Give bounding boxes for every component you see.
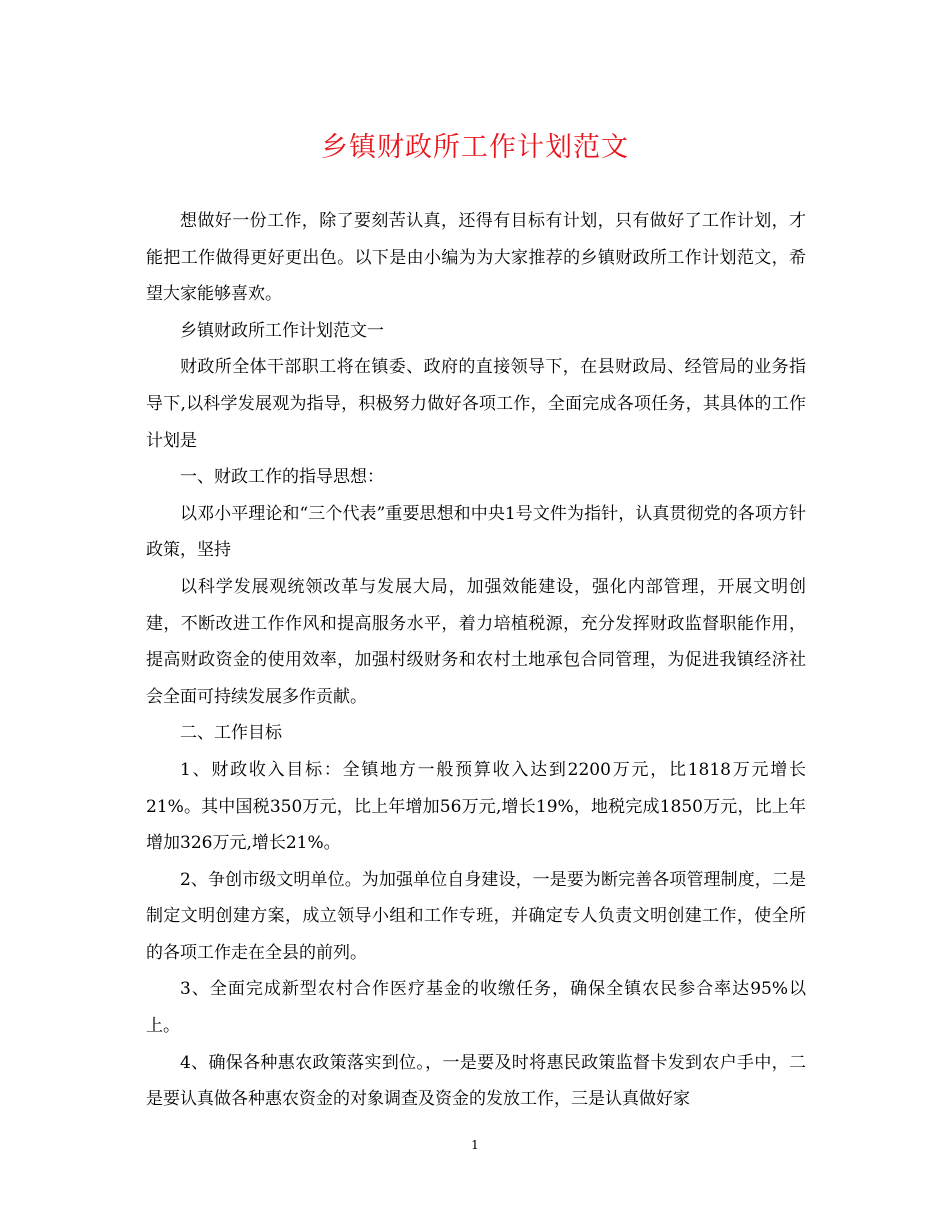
- paragraph-intro: 想做好一份工作，除了要刻苦认真，还得有目标有计划，只有做好了工作计划，才能把工作做得更好更出色。以下是由小编为为大家推荐的乡镇财政所工作计划范文，希望大家能够喜欢。: [146, 211, 806, 305]
- paragraph-goal-3: 3、全面完成新型农村合作医疗基金的收缴任务，确保全镇农民参合率达95%以上。: [146, 979, 806, 1037]
- page-number: 1: [471, 1138, 479, 1152]
- paragraph-goal-2: 2、争创市级文明单位。为加强单位自身建设，一是要为断完善各项管理制度，二是制定文明创建方案，成立领导小组和工作专班，并确定专人负责文明创建工作，使全所的各项工作走在全县的前列。: [146, 869, 806, 963]
- paragraph-guiding-2: 以科学发展观统领改革与发展大局，加强效能建设，强化内部管理，开展文明创建，不断改进工作作风和提高服务水平，着力培植税源，充分发挥财政监督职能作用，提高财政资金的使用效率，加强村级财务和农村土地承包合同管理，为促进我镇经济社会全面可持续发展多作贡献。: [146, 576, 806, 707]
- paragraph-goal-1: 1、财政收入目标：全镇地方一般预算收入达到2200万元，比1818万元增长21%。其中国税350万元，比上年增加56万元,增长19%，地税完成1850万元，比上年增加326万元,增长21%。: [146, 759, 806, 854]
- paragraph-overview: 财政所全体干部职工将在镇委、政府的直接领导下，在县财政局、经管局的业务指导下,以科学发展观为指导，积极努力做好各项工作，全面完成各项任务，其具体的工作计划是: [146, 357, 806, 451]
- document-title: 乡镇财政所工作计划范文: [321, 132, 629, 163]
- paragraph-guiding-heading: 一、财政工作的指导思想：: [180, 467, 384, 488]
- paragraph-guiding-1: 以邓小平理论和“三个代表”重要思想和中央1号文件为指针，认真贯彻党的各项方针政策，坚持: [146, 503, 806, 561]
- document-body: [146, 203, 806, 1118]
- paragraph-goals-heading: 二、工作目标: [180, 723, 282, 744]
- paragraph-goal-4: 4、确保各种惠农政策落实到位。，一是要及时将惠民政策监督卡发到农户手中，二是要认真做各种惠农资金的对象调查及资金的发放工作，三是认真做好家: [146, 1052, 806, 1110]
- paragraph-section-heading: 乡镇财政所工作计划范文一: [180, 320, 384, 341]
